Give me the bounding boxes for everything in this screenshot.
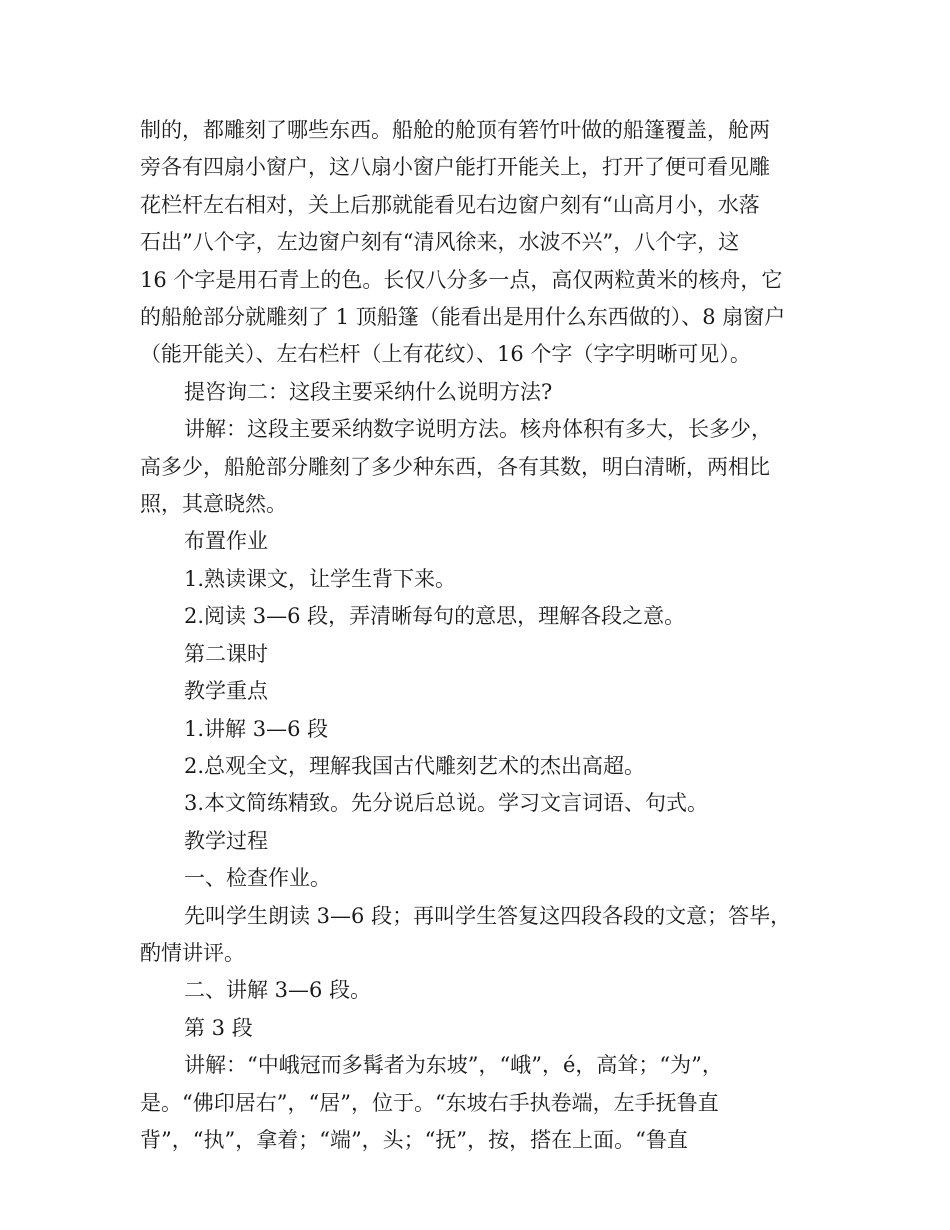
text-line: 讲解：“中峨冠而多髯者为东坡”，“峨”，é，高耸；“为”， [184,1053,723,1078]
text-line: 教学过程 [184,828,268,853]
text-line: 的船舱部分就雕刻了 1 顶船篷（能看出是用什么东西做的）、8 扇窗户 [140,305,786,330]
text-line: 2.总观全文，理解我国古代雕刻艺术的杰出高超。 [184,753,646,778]
text-line: （能开能关）、左右栏杆（上有花纹）、16 个字（字字明晰可见）。 [140,342,751,367]
text-line: 布置作业 [184,529,268,554]
text-line: 二、讲解 3—6 段。 [184,978,372,1003]
text-line: 是。“佛印居右”，“居”，位于。“东坡右手执卷端，左手抚鲁直 [140,1090,719,1115]
text-line: 花栏杆左右相对，关上后那就能看见右边窗户刻有“山高月小，水落 [140,192,760,217]
text-line: 第二课时 [184,641,268,666]
text-line: 3.本文简练精致。先分说后总说。学习文言词语、句式。 [184,791,709,816]
text-line: 旁各有四扇小窗户，这八扇小窗户能打开能关上，打开了便可看见雕 [140,155,770,180]
text-line: 酌情讲评。 [140,940,245,965]
text-line: 制的，都雕刻了哪些东西。船舱的舱顶有箬竹叶做的船篷覆盖，舱两 [140,118,770,142]
text-line: 照，其意晓然。 [140,492,287,517]
text-line: 2.阅读 3—6 段，弄清晰每句的意思，理解各段之意。 [184,604,686,629]
text-line: 一、检查作业。 [184,866,331,891]
text-line: 1.讲解 3—6 段 [184,716,329,741]
document-body [140,112,812,1159]
text-line: 16 个字是用石青上的色。长仅八分多一点，高仅两粒黄米的核舟，它 [140,267,783,292]
text-line: 教学重点 [184,679,268,704]
text-line: 第 3 段 [184,1015,253,1040]
text-line: 先叫学生朗读 3—6 段；再叫学生答复这四段各段的文意；答毕， [184,903,792,928]
text-line: 提咨询二：这段主要采纳什么说明方法? [184,379,553,404]
text-line: 1.熟读课文，让学生背下来。 [184,566,457,591]
text-line: 石出”八个字，左边窗户刻有“清风徐来，水波不兴”，八个字，这 [140,230,740,255]
text-line: 讲解：这段主要采纳数字说明方法。核舟体积有多大，长多少， [184,417,772,442]
text-line: 高多少，船舱部分雕刻了多少种东西，各有其数，明白清晰，两相比 [140,454,770,479]
text-line: 背”，“执”，拿着；“端”，头；“抚”，按，搭在上面。“鲁直 [140,1127,688,1152]
